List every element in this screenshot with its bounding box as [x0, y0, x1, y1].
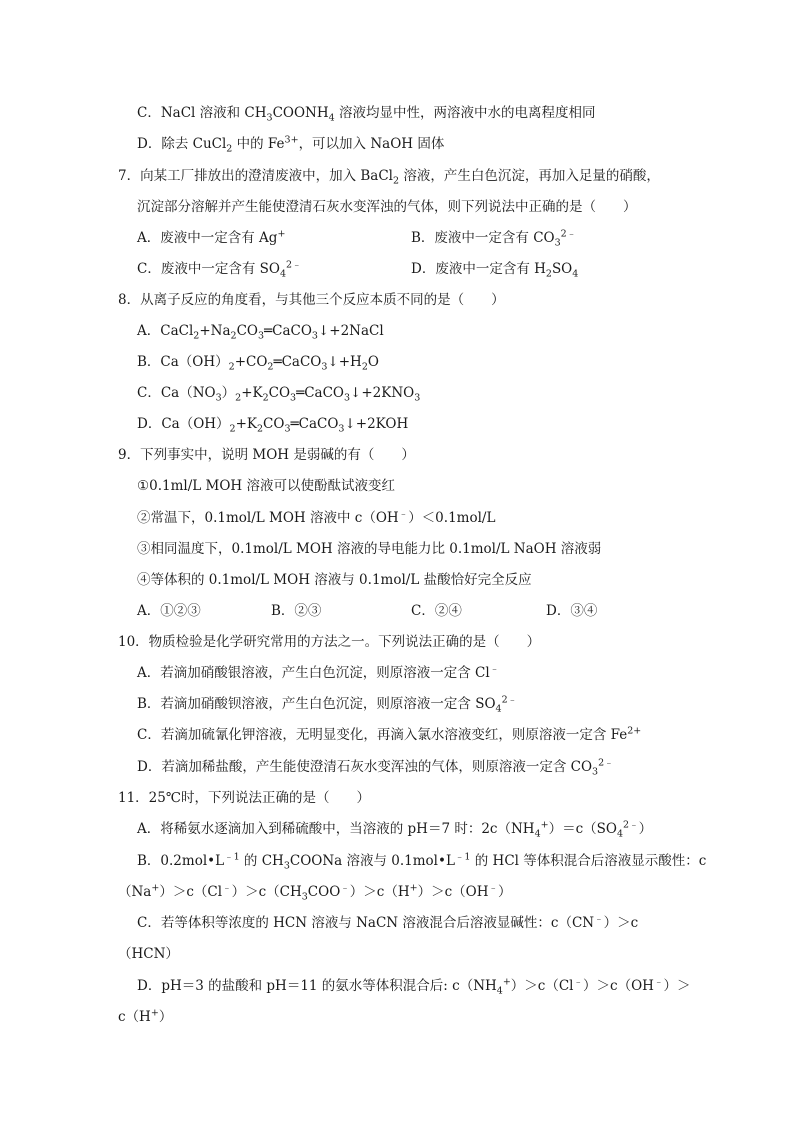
q11-option-c-line-2: （HCN）: [118, 946, 179, 962]
q8-option-b: B．$Ca(OH)_2+CO_2═CaCO_3↓+H_2O$: [137, 354, 379, 373]
q7-stem-line-2: 沉淀部分溶解并产生能使澄清石灰水变浑浊的气体，则下列说法中正确的是（ ）: [137, 199, 637, 215]
q11-option-a: A．将稀氨水逐滴加入到稀硫酸中，当溶液的 pH＝7 时：$2c(NH_4^+)=c(SO_4^{2﹣})$: [137, 819, 653, 840]
q9-statement-4: ④等体积的 0.1mol/L MOH 溶液与 0.1mol/L 盐酸恰好完全反应: [137, 572, 532, 588]
q7-option-c: C．废液中一定含有 $SO_4^{2﹣}$: [137, 259, 302, 280]
q8-option-a: A．$CaCl_2+Na_2CO_3═CaCO_3↓+2NaCl$: [137, 323, 384, 342]
q11-option-b-line-2: $(Na^+)>c(Cl^﹣)>c(CH_3COO^﹣)>c(H^+)>c(OH^﹣)$: [118, 882, 512, 903]
q11-option-c-line-1: C．若等体积等浓度的 HCN 溶液与 NaCN 溶液混合后溶液显碱性：c（CN﹣）＞c: [137, 913, 639, 931]
q7-option-b: B．废液中一定含有 $CO_3^{2﹣}$: [411, 228, 577, 249]
q9-statement-2: ②常温下，0.1mol/L MOH 溶液中 c（OH﹣）＜0.1mol/L: [137, 508, 496, 526]
q11-option-d-line-2: c（H+）: [118, 1007, 173, 1025]
q7-option-d: D．废液中一定含有 $H_2SO_4$: [411, 261, 579, 280]
q9-option-b: B．②③: [271, 603, 322, 619]
q8-option-c: C．$Ca(NO_3)_2+K_2CO_3═CaCO_3↓+2KNO_3$: [137, 385, 421, 404]
q7-option-a: A．废液中一定含有 Ag+: [137, 228, 286, 246]
q9-statement-1: ①0.1ml/L MOH 溶液可以使酚酞试液变红: [137, 478, 395, 494]
q11-option-d-line-1: D．pH＝3 的盐酸和 pH＝11 的氨水等体积混合后: $c(NH_4^+)>c(Cl^﹣)>c(OH^﹣)>$: [137, 976, 691, 997]
q10-option-d: D．若滴加稀盐酸，产生能使澄清石灰水变浑浊的气体，则原溶液一定含 $CO_3^{2﹣}$: [137, 757, 614, 778]
q10-option-b: B．若滴加硝酸钡溶液，产生白色沉淀，则原溶液一定含 $SO_4^{2﹣}$: [137, 694, 518, 715]
q10-option-a: A．若滴加硝酸银溶液，产生白色沉淀，则原溶液一定含 Cl﹣: [137, 663, 500, 681]
q9-option-a: A．①②③: [137, 603, 201, 619]
q6-option-d: D．除去 CuCl$_2$ 中的 $Fe^{3+}$，可以加入 NaOH 固体: [137, 134, 445, 155]
q11-stem: 11．25℃时，下列说法正确的是（ ）: [118, 790, 370, 806]
q7-stem-line-1: 7．向某工厂排放出的澄清废液中，加入 BaCl$_2$ 溶液，产生白色沉淀，再加入足量的硝酸，: [118, 168, 660, 187]
q9-stem: 9．下列事实中，说明 MOH 是弱碱的有（ ）: [118, 447, 415, 463]
q9-option-d: D．③④: [546, 603, 598, 619]
q8-option-d: D．$Ca(OH)_2+K_2CO_3═CaCO_3↓+2KOH$: [137, 416, 409, 435]
q11-option-b-line-1: B．$0.2mol•L^{﹣1}$ 的 $CH_3COONa$ 溶液与 $0.1mol•L^{﹣1}$ 的 HCl 等体积混合后溶液显示酸性：c: [137, 851, 707, 872]
q9-statement-3: ③相同温度下，0.1mol/L MOH 溶液的导电能力比 0.1mol/L NaOH 溶液弱: [137, 541, 602, 557]
q6-option-c: C．NaCl 溶液和 $CH_3COONH_4$ 溶液均显中性，两溶液中水的电离程度相同: [137, 105, 596, 124]
q8-stem: 8．从离子反应的角度看，与其他三个反应本质不同的是（ ）: [118, 292, 505, 308]
q9-option-c: C．②④: [411, 603, 462, 619]
q10-stem: 10．物质检验是化学研究常用的方法之一。下列说法正确的是（ ）: [118, 634, 541, 650]
q10-option-c: C．若滴加硫氰化钾溶液，无明显变化，再滴入氯水溶液变红，则原溶液一定含 $Fe^{2+}$: [137, 725, 642, 743]
